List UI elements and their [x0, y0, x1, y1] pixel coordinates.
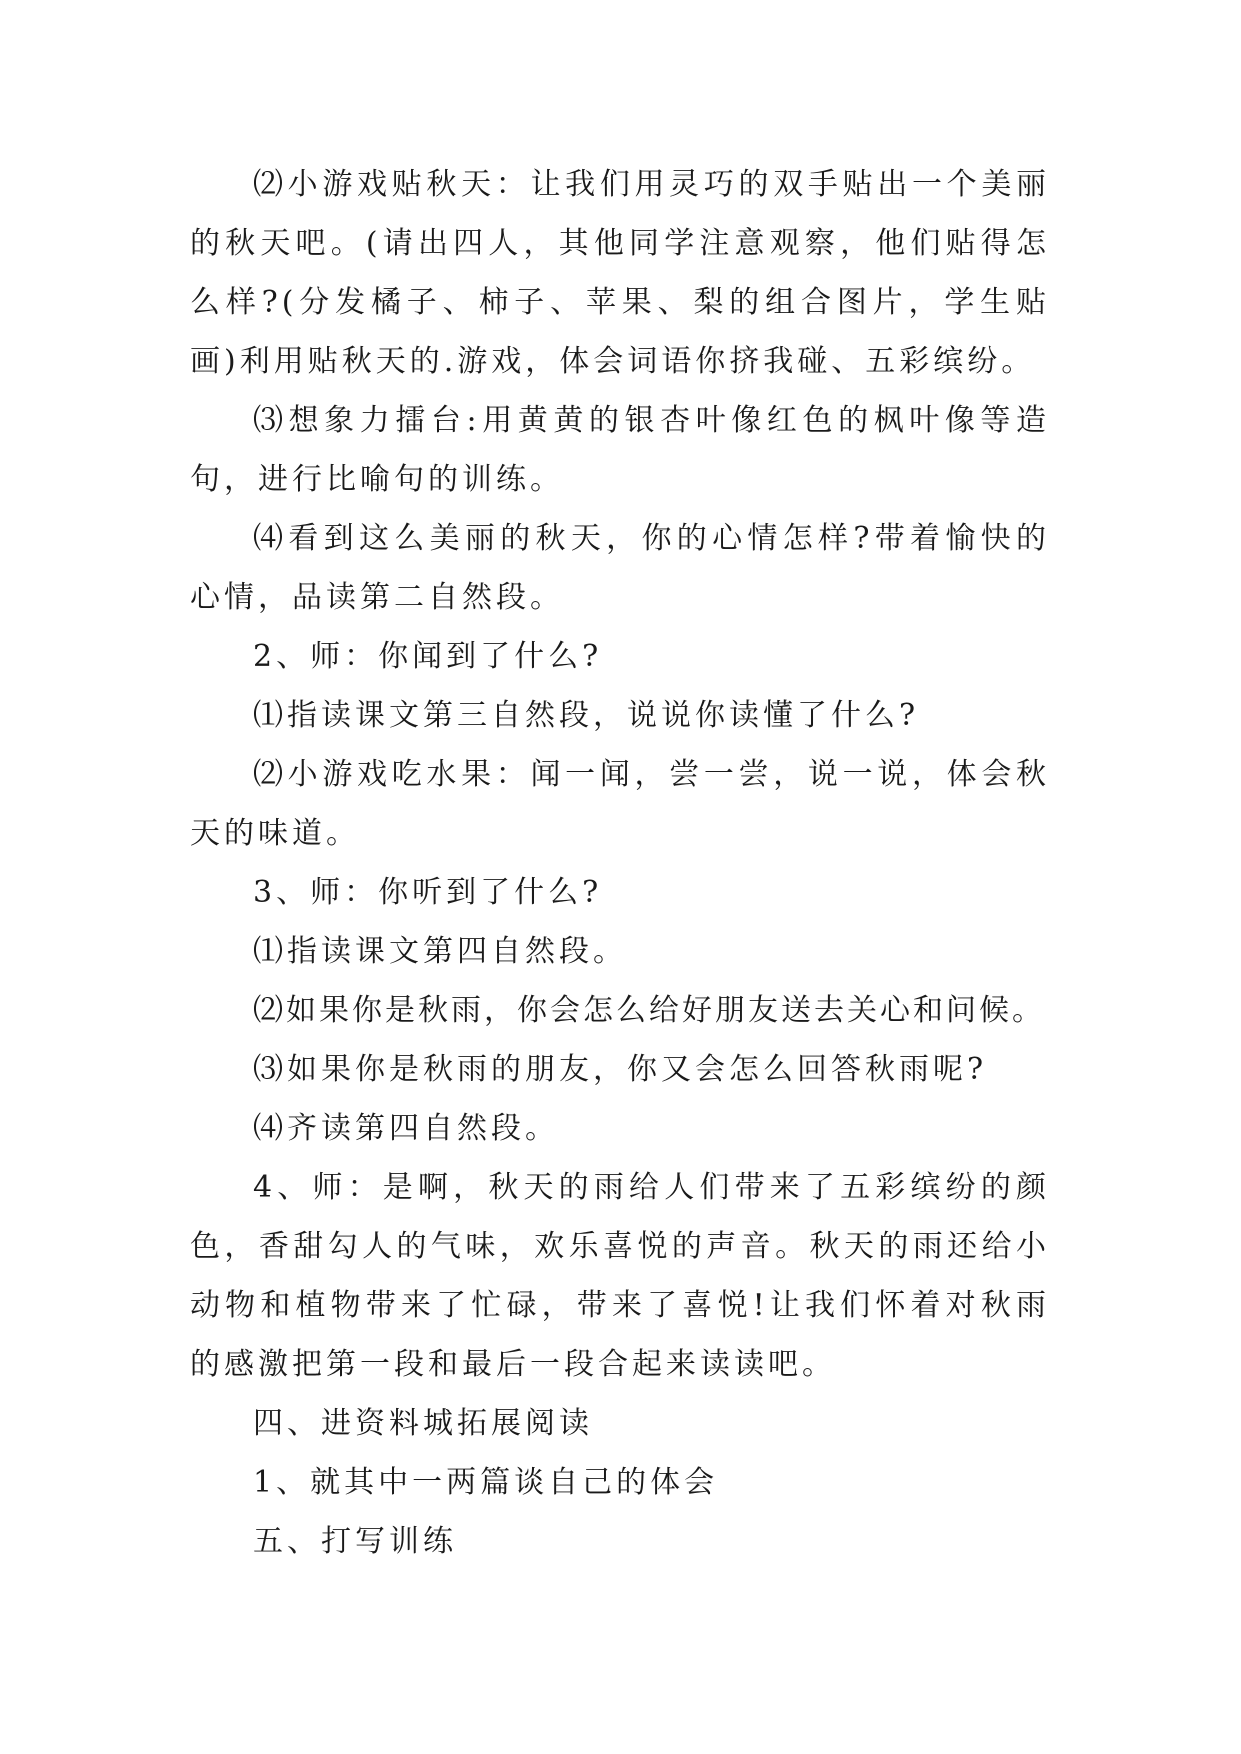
paragraph-read-third: ⑴指读课文第三自然段，说说你读懂了什么?	[253, 698, 920, 733]
paragraph-rain-friend: ⑶如果你是秋雨的朋友，你又会怎么回答秋雨呢?	[253, 1052, 988, 1087]
paragraph-teacher-hear: 3、师：你听到了什么?	[253, 875, 603, 910]
paragraph-game-paste-autumn: ⑵小游戏贴秋天：让我们用灵巧的双手贴出一个美丽的秋天吧。(请出四人，其他同学注意观察，他们贴得怎么样?(分发橘子、柿子、苹果、梨的组合图片，学生贴画)利用贴秋天的.游戏，体会词语你挤我碰、五彩缤纷。	[190, 167, 1050, 379]
paragraph-if-autumn-rain: ⑵如果你是秋雨，你会怎么给好朋友送去关心和问候。	[253, 993, 1045, 1028]
paragraph-mood-reading: ⑷看到这么美丽的秋天，你的心情怎样?带着愉快的心情，品读第二自然段。	[190, 521, 1050, 615]
paragraph-read-together: ⑷齐读第四自然段。	[253, 1111, 559, 1146]
paragraph-share-experience: 1、就其中一两篇谈自己的体会	[253, 1465, 719, 1500]
paragraph-game-eat-fruit: ⑵小游戏吃水果：闻一闻，尝一尝，说一说，体会秋天的味道。	[190, 757, 1050, 851]
paragraph-read-fourth: ⑴指读课文第四自然段。	[253, 934, 627, 969]
document-body	[190, 155, 1050, 1571]
paragraph-imagination-contest: ⑶想象力擂台:用黄黄的银杏叶像红色的枫叶像等造句，进行比喻句的训练。	[190, 403, 1050, 497]
paragraph-teacher-smell: 2、师：你闻到了什么?	[253, 639, 603, 674]
paragraph-teacher-summary: 4、师：是啊，秋天的雨给人们带来了五彩缤纷的颜色，香甜勾人的气味，欢乐喜悦的声音。秋天的雨还给小动物和植物带来了忙碌，带来了喜悦!让我们怀着对秋雨的感激把第一段和最后一段合起来读读吧。	[190, 1170, 1050, 1382]
section-heading-four: 四、进资料城拓展阅读	[253, 1406, 593, 1441]
section-heading-five: 五、打写训练	[253, 1524, 457, 1559]
